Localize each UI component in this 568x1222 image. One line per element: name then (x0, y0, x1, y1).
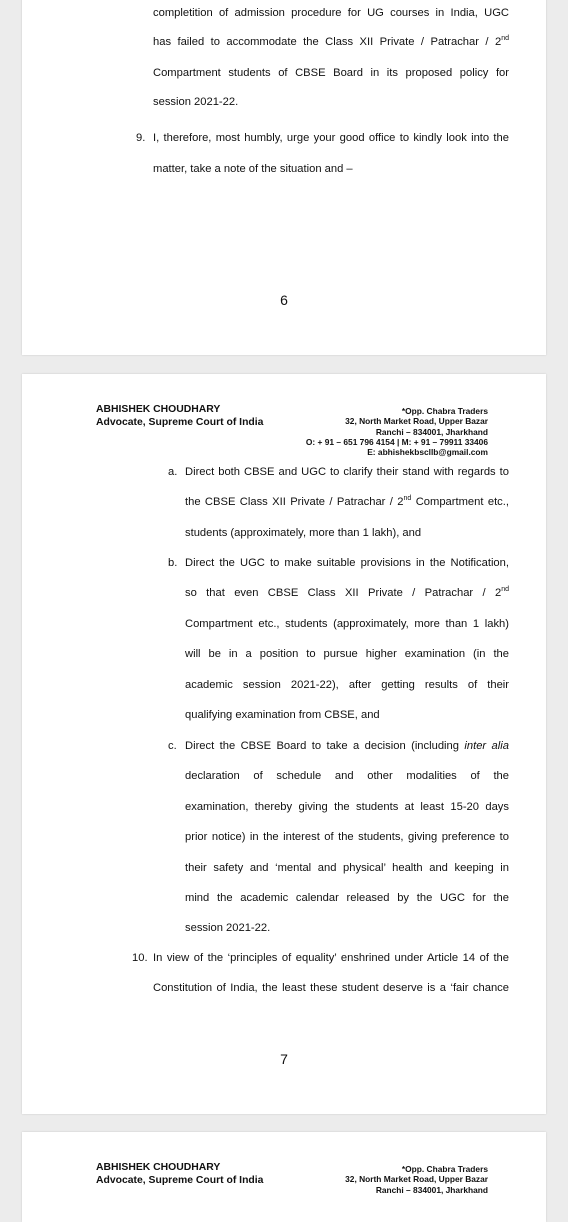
text-line: declaration of schedule and other modalities of the (185, 770, 509, 782)
text-line: Direct the CBSE Board to take a decision (including inter alia (185, 740, 509, 752)
item-number: 10. (132, 952, 148, 964)
text-line: In view of the ‘principles of equality’ enshrined under Article 14 of the (153, 952, 509, 964)
text-line: Direct both CBSE and UGC to clarify their stand with regards to (185, 466, 509, 478)
item-number: 9. (136, 132, 146, 144)
text-line: session 2021-22. (185, 922, 271, 934)
item-label: a. (168, 466, 178, 478)
text-line: qualifying examination from CBSE, and (185, 709, 380, 721)
text-line: Constitution of India, the least these student deserve is a ‘fair chance (153, 982, 509, 994)
address-line: *Opp. Chabra Traders (401, 1164, 488, 1174)
text-line: their safety and ‘mental and physical’ health and keeping in (185, 862, 509, 874)
item-label: b. (168, 557, 178, 569)
text-line: I, therefore, most humbly, urge your good office to kindly look into the (153, 132, 509, 144)
letterhead-name: ABHISHEK CHOUDHARY (96, 1162, 221, 1173)
address-line: Ranchi – 834001, Jharkhand (375, 426, 488, 437)
text-line: has failed to accommodate the Class XII Private / Patrachar / 2nd (153, 35, 509, 48)
letterhead-name: ABHISHEK CHOUDHARY (96, 404, 221, 415)
text-line: prior notice) in the interest of the students, giving preference to (185, 831, 509, 843)
page-8 (22, 1132, 546, 1222)
page-7 (22, 374, 546, 1114)
text-line: the CBSE Class XII Private / Patrachar / 2nd Compartment etc., (185, 495, 509, 508)
address-line: Ranchi – 834001, Jharkhand (375, 1184, 488, 1195)
phone-line: O: + 91 – 651 796 4154 | M: + 91 – 79911 33406 (305, 436, 488, 447)
letterhead-title: Advocate, Supreme Court of India (96, 1175, 264, 1186)
text-line: session 2021-22. (153, 96, 239, 108)
address-line: *Opp. Chabra Traders (401, 406, 488, 416)
address-line: 32, North Market Road, Upper Bazar (345, 1174, 488, 1185)
page-number: 7 (280, 1051, 288, 1067)
letterhead-title: Advocate, Supreme Court of India (96, 417, 264, 428)
text-line: examination, thereby giving the students at least 15-20 days (185, 801, 509, 813)
text-line: so that even CBSE Class XII Private / Patrachar / 2nd (185, 586, 509, 599)
letterhead-address (306, 406, 488, 457)
address-line: 32, North Market Road, Upper Bazar (345, 416, 488, 427)
text-line: completition of admission procedure for UG courses in India, UGC (153, 7, 509, 19)
page-6 (22, 0, 546, 355)
email-line: E: abhishekbscllb@gmail.com (367, 447, 488, 458)
text-line: Compartment students of CBSE Board in its proposed policy for (153, 67, 509, 79)
text-line: Compartment etc., students (approximately, more than 1 lakh) (185, 618, 509, 630)
page-number: 6 (280, 292, 288, 308)
letterhead-address (345, 1164, 488, 1195)
text-line: students (approximately, more than 1 lakh), and (185, 527, 422, 539)
item-label: c. (168, 740, 177, 752)
text-line: Direct the UGC to make suitable provisions in the Notification, (185, 557, 509, 569)
text-line: mind the academic calendar released by the UGC for the (185, 892, 509, 904)
text-line: will be in a position to pursue higher examination (in the (185, 648, 509, 660)
text-line: matter, take a note of the situation and – (153, 163, 353, 175)
text-line: academic session 2021-22), after getting results of their (185, 679, 509, 691)
